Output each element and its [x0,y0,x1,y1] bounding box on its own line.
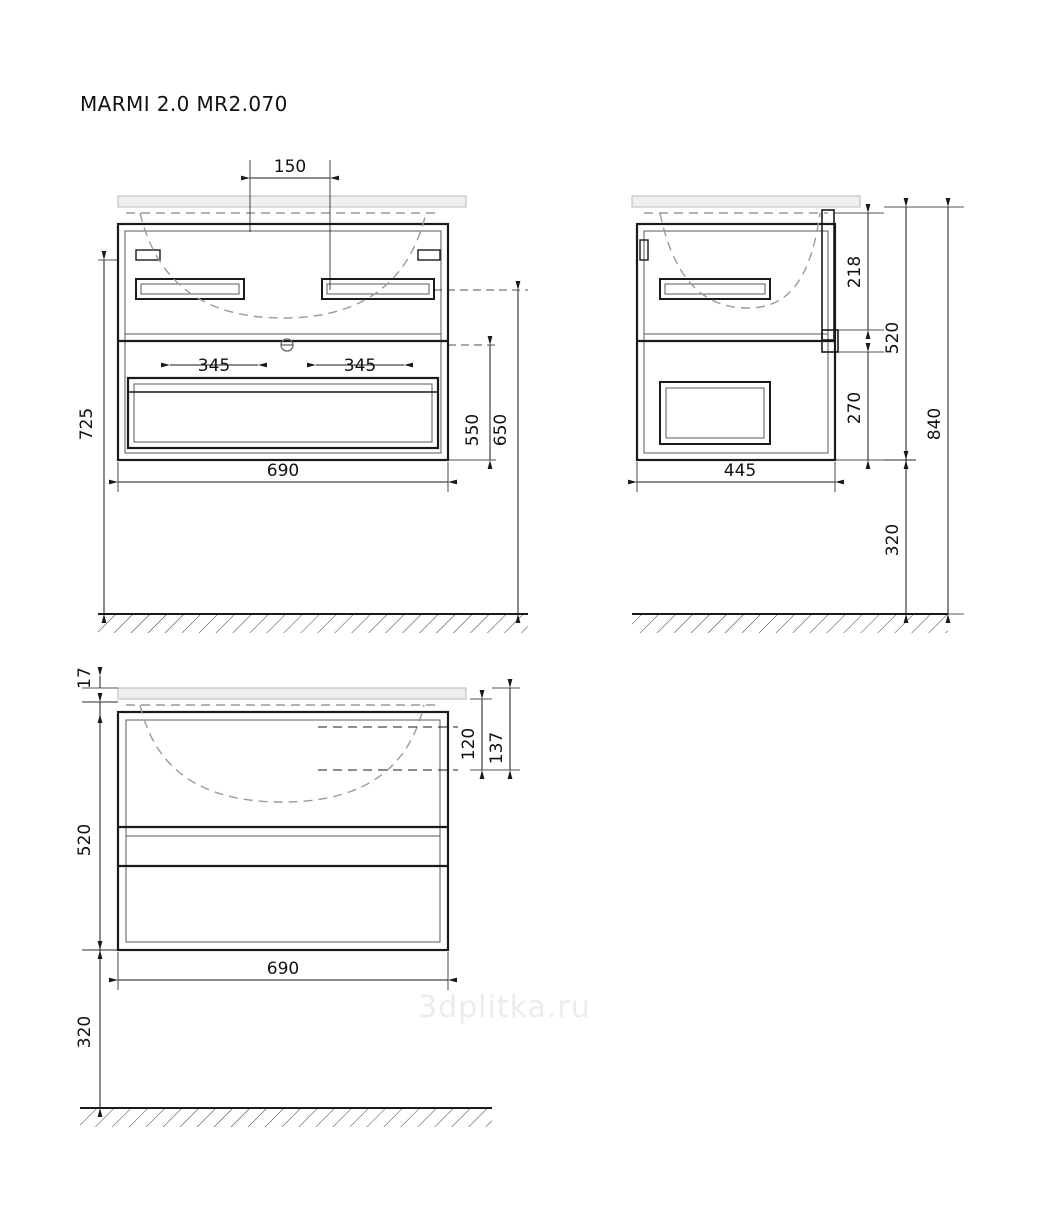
page-title: MARMI 2.0 MR2.070 [80,92,288,116]
dim-725: 725 [77,407,97,441]
dim-550: 550 [463,413,483,447]
dim-270: 270 [845,391,865,425]
dim-120: 120 [459,727,479,761]
dim-137: 137 [487,731,507,765]
dim-17: 17 [75,667,95,689]
front-view [77,157,528,633]
side-view [632,196,964,633]
dim-445: 445 [723,461,757,481]
dim-690-front: 690 [266,461,300,481]
dim-218: 218 [845,255,865,289]
dim-320-rear: 320 [75,1015,95,1049]
dim-150: 150 [273,157,307,177]
dim-690-rear: 690 [266,959,300,979]
dim-520-side: 520 [883,321,903,355]
dim-520-rear: 520 [75,823,95,857]
dim-320-side: 320 [883,523,903,557]
rear-view [75,667,520,1127]
dim-650: 650 [491,413,511,447]
dim-840: 840 [925,407,945,441]
dim-345-left: 345 [197,356,231,376]
dim-345-right: 345 [343,356,377,376]
watermark: 3dplitka.ru [418,990,591,1025]
